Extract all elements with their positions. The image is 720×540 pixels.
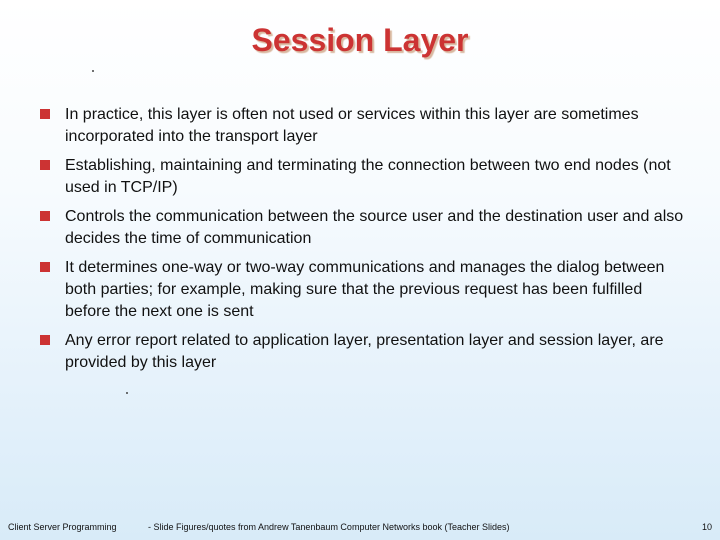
page-number: 10 (701, 522, 712, 532)
bullet-item (40, 206, 690, 250)
bullet-item (40, 104, 690, 148)
bullet-text: It determines one-way or two-way communications and manages the dialog between both parties; for example, making sure that the previous request has been fulfilled before the next one is sent (65, 259, 665, 320)
footer-course-title: Client Server Programming (8, 522, 117, 532)
square-bullet-icon (40, 109, 50, 119)
stray-dot (126, 392, 128, 394)
bullet-text: In practice, this layer is often not used or services within this layer are sometimes incorporated into the transport layer (65, 106, 639, 145)
square-bullet-icon (40, 160, 50, 170)
stray-dot (92, 70, 94, 72)
bullet-item (40, 257, 690, 323)
bullet-text: Controls the communication between the source user and the destination user and also decides the time of communication (65, 208, 684, 247)
slide-footer (0, 522, 720, 536)
bullet-text: Any error report related to application layer, presentation layer and session layer, are provided by this layer (65, 332, 664, 371)
slide-title: Session Layer (251, 22, 469, 58)
square-bullet-icon (40, 335, 50, 345)
square-bullet-icon (40, 211, 50, 221)
square-bullet-icon (40, 262, 50, 272)
footer-source-note: - Slide Figures/quotes from Andrew Tanenbaum Computer Networks book (Teacher Slides) (148, 522, 510, 532)
bullet-item (40, 330, 690, 374)
bullet-list (40, 104, 690, 381)
bullet-item (40, 155, 690, 199)
bullet-text: Establishing, maintaining and terminating the connection between two end nodes (not used in TCP/IP) (65, 157, 671, 196)
